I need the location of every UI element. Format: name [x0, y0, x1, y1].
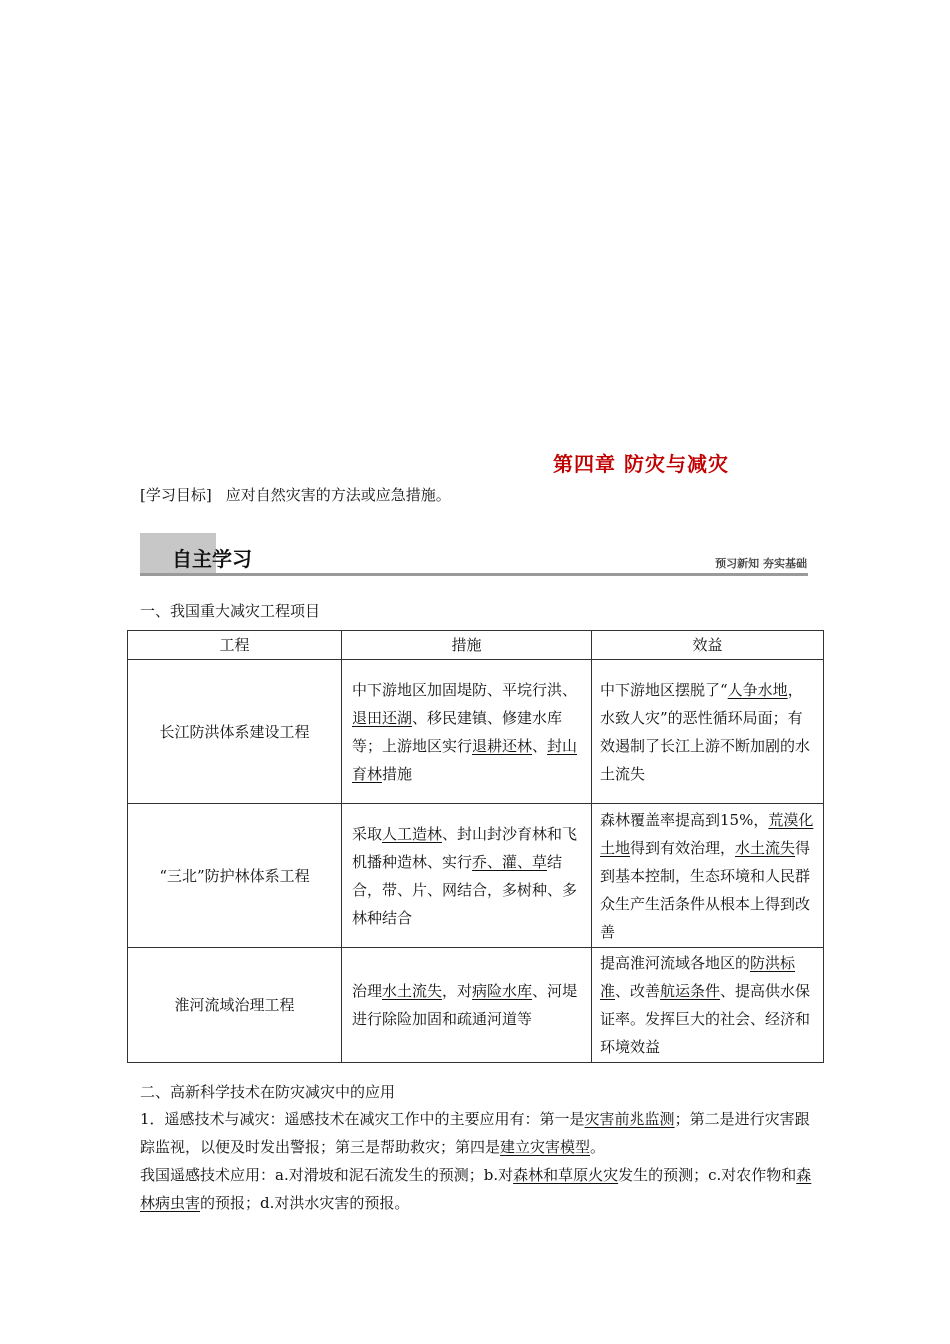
text-segment: ，水致人灾”的恶性循环局面；有效遏制了长江上游不断加剧的水土流失 [600, 680, 811, 783]
project-benefit [592, 804, 824, 948]
project-name: 淮河流域治理工程 [128, 948, 342, 1063]
column-header: 措施 [342, 631, 592, 660]
remote-sensing-applications [140, 1161, 812, 1217]
underlined-answer: 灾害前兆监测 [584, 1110, 675, 1128]
underlined-answer: 封山育林 [352, 736, 578, 783]
underlined-answer: 水土流失 [382, 982, 443, 1000]
project-benefit [592, 948, 824, 1063]
underlined-answer: 水土流失 [735, 838, 796, 857]
text-segment: 中下游地区摆脱了“ [600, 680, 728, 699]
text-segment: 、 [532, 736, 548, 755]
text-segment: 1．遥感技术与减灾：遥感技术在减灾工作中的主要应用有：第一是 [140, 1110, 585, 1128]
remote-sensing-paragraph [140, 1105, 812, 1161]
text-segment: 、河堤进行除险加固和疏通河道等 [352, 982, 578, 1028]
text-segment: 得到基本控制，生态环境和人民群众生产生活条件从根本上得到改善 [600, 838, 811, 941]
project-benefit [592, 660, 824, 804]
text-segment: 的预报；d.对洪水灾害的预报。 [200, 1194, 410, 1212]
column-header: 效益 [592, 631, 824, 660]
text-segment: 采取 [352, 824, 383, 843]
section1-heading: 一、我国重大减灾工程项目 [140, 602, 321, 620]
table-row [128, 804, 824, 948]
project-name: “三北”防护林体系工程 [128, 804, 342, 948]
underlined-answer: 退田还湖 [352, 708, 413, 727]
underlined-answer: 病险水库 [472, 982, 533, 1000]
underlined-answer: 建立灾害模型 [500, 1138, 591, 1156]
underlined-answer: 乔、灌、草 [472, 852, 548, 871]
text-segment: 中下游地区加固堤防、平垸行洪、 [352, 680, 578, 699]
underlined-answer: 森林病虫害 [140, 1166, 812, 1212]
text-segment: 得到有效治理， [630, 838, 736, 857]
learning-goal [140, 484, 451, 505]
banner-divider [140, 573, 808, 576]
underlined-answer: 退耕还林 [472, 736, 533, 755]
projects-table [127, 630, 824, 1063]
text-segment: ，对 [442, 982, 473, 1000]
project-measure [342, 804, 592, 948]
project-measure [342, 948, 592, 1063]
table-header-row [128, 631, 824, 660]
project-measure [342, 660, 592, 804]
text-segment: 、封山封沙育林和飞机播种造林、实行 [352, 824, 578, 871]
text-segment: 、提高供水保证率。发挥巨大的社会、经济和环境效益 [600, 982, 811, 1056]
text-segment: 发生的预测；c.对农作物和 [618, 1166, 797, 1184]
text-segment: 森林覆盖率提高到15%， [600, 810, 769, 829]
column-header: 工程 [128, 631, 342, 660]
table-row [128, 948, 824, 1063]
banner-subtitle: 预习新知 夯实基础 [715, 557, 807, 570]
underlined-answer: 荒漠化土地 [600, 810, 814, 857]
underlined-answer: 防洪标准 [600, 954, 796, 1000]
text-segment: 措施 [382, 764, 413, 783]
learning-goal-tag: [学习目标] [140, 486, 212, 504]
section2-heading: 二、高新科学技术在防灾减灾中的应用 [140, 1083, 396, 1101]
project-name: 长江防洪体系建设工程 [128, 660, 342, 804]
text-segment: 治理 [352, 982, 383, 1000]
text-segment: 、移民建镇、修建水库等；上游地区实行 [352, 708, 563, 755]
underlined-answer: 人工造林 [382, 824, 443, 843]
table-row [128, 660, 824, 804]
banner-title: 自主学习 [172, 547, 252, 571]
text-segment: 我国遥感技术应用：a.对滑坡和泥石流发生的预测；b.对 [140, 1166, 514, 1184]
underlined-answer: 森林和草原火灾 [513, 1166, 619, 1184]
text-segment: 结合，带、片、网结合，多树种、多林种结合 [352, 852, 578, 927]
text-segment: ；第二是进行灾害跟踪监视，以便及时发出警报；第三是帮助救灾；第四是 [140, 1110, 810, 1156]
learning-goal-text: 应对自然灾害的方法或应急措施。 [225, 486, 451, 504]
underlined-answer: 航运条件 [660, 982, 721, 1000]
underlined-answer: 人争水地 [727, 680, 788, 699]
chapter-title: 第四章 防灾与减灾 [553, 452, 729, 476]
text-segment: 提高淮河流域各地区的 [600, 954, 751, 972]
text-segment: 。 [590, 1138, 606, 1156]
text-segment: 、改善 [615, 982, 661, 1000]
